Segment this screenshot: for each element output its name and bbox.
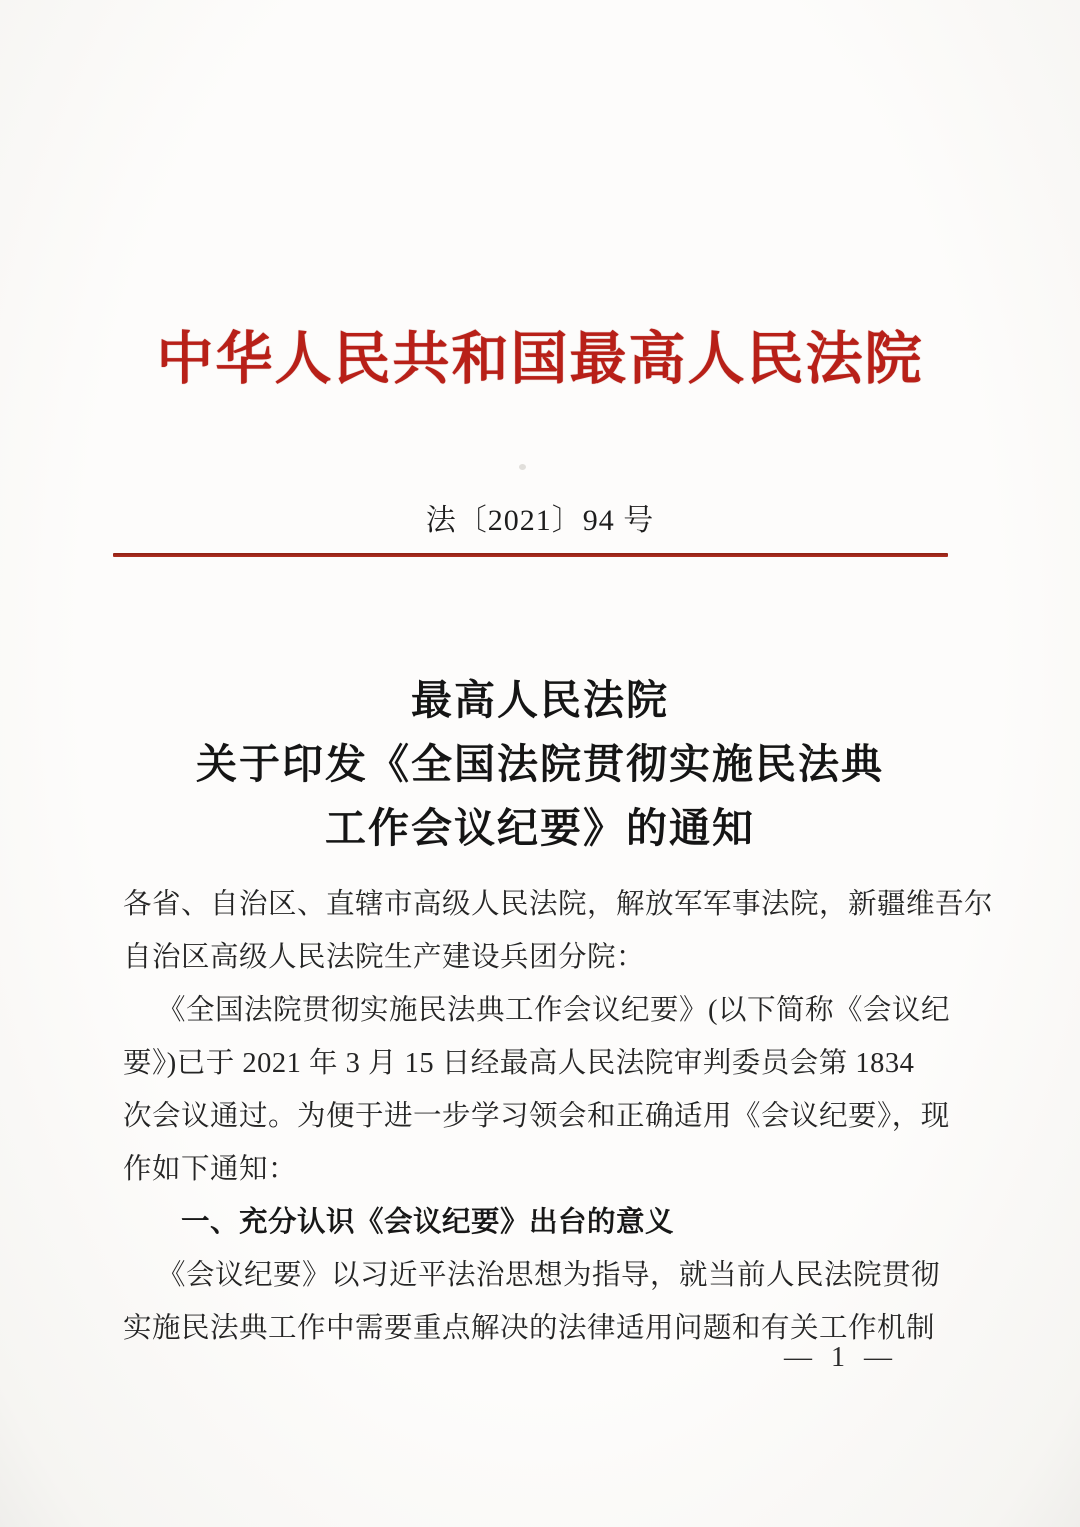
paragraph-line: 实施民法典工作中需要重点解决的法律适用问题和有关工作机制: [123, 1313, 936, 1344]
red-separator-line: [113, 553, 948, 557]
scan-speck: [519, 464, 526, 470]
paragraph-line: 《全国法院贯彻实施民法典工作会议纪要》(以下简称《会议纪: [157, 995, 950, 1026]
notice-title-line-1: 最高人民法院: [411, 677, 669, 723]
paragraph-line: 要》)已于 2021 年 3 月 15 日经最高人民法院审判委员会第 1834: [123, 1048, 915, 1079]
section-heading: 一、充分认识《会议纪要》出台的意义: [181, 1206, 675, 1238]
notice-title-line-3: 工作会议纪要》的通知: [325, 805, 755, 851]
document-number: 法〔2021〕94 号: [425, 504, 655, 537]
page-number: — 1 —: [784, 1342, 898, 1373]
notice-title: [0, 668, 1080, 860]
notice-title-line-2: 关于印发《全国法院贯彻实施民法典: [196, 741, 884, 787]
paragraph-line: 作如下通知：: [123, 1154, 298, 1185]
document-body: [123, 878, 994, 1355]
salutation-line: 各省、自治区、直辖市高级人民法院，解放军军事法院，新疆维吾尔: [123, 889, 994, 920]
letterhead-title: 中华人民共和国最高人民法院: [156, 328, 924, 391]
paragraph-line: 《会议纪要》以习近平法治思想为指导，就当前人民法院贯彻: [157, 1260, 941, 1291]
salutation-line: 自治区高级人民法院生产建设兵团分院：: [123, 942, 646, 973]
paragraph-line: 次会议通过。为便于进一步学习领会和正确适用《会议纪要》，现: [123, 1101, 950, 1132]
